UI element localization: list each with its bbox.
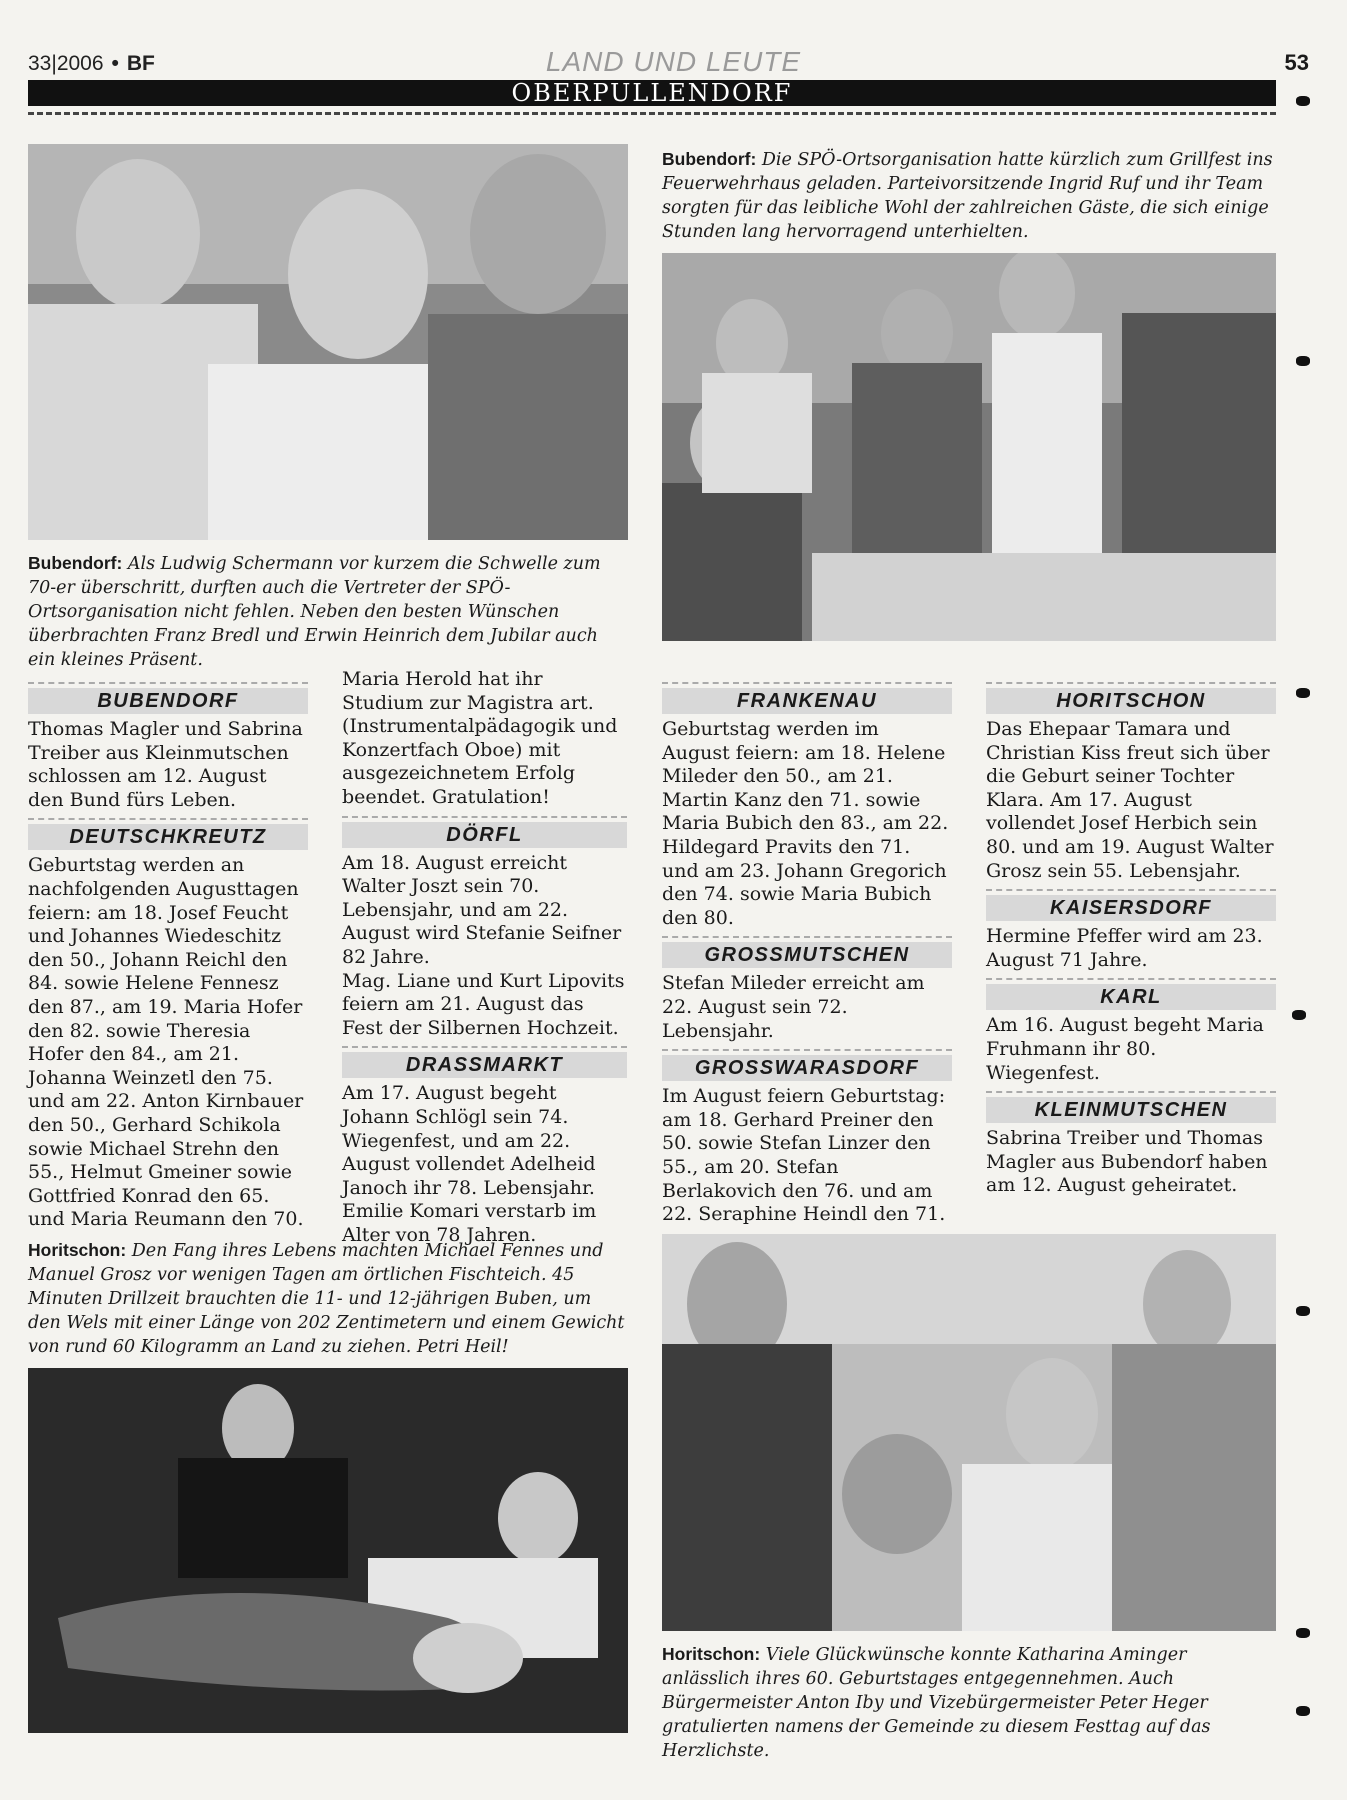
- kicker-frankenau: [662, 682, 952, 714]
- news-herold: Maria Herold hat ihr Studium zur Magistra art. (Instrumentalpädagogik und Konzertfach Oboe) mit ausgezeichnetem Erfolg beendet. Gratulation!: [342, 668, 618, 808]
- kicker-title: BUBENDORF: [28, 688, 308, 714]
- kicker-grosswarasdorf: [662, 1049, 952, 1081]
- issue-number: 33|2006: [28, 52, 104, 75]
- kicker-grossmutschen: [662, 936, 952, 968]
- caption-grillfest: [662, 147, 1276, 244]
- margin-marker: [1296, 1306, 1310, 1316]
- kicker-title: DEUTSCHKREUTZ: [28, 824, 308, 850]
- kicker-title: DÖRFL: [342, 822, 627, 848]
- kicker-title: DRASSMARKT: [342, 1052, 627, 1078]
- news-grosswarasdorf: Im August feiern Geburtstag: am 18. Gerhard Preiner den 50. sowie Stefan Linzer den 55., am 20. Stefan Berlakovich den 76. und am 22. Seraphine Heindl den 71.: [662, 1085, 946, 1226]
- column-1: [28, 676, 308, 1232]
- news-drassmarkt-2: Emilie Komari verstarb im Alter von 78 Jahren.: [342, 1200, 597, 1246]
- kicker-doerfl: [342, 816, 627, 848]
- news-kaisersdorf: Hermine Pfeffer wird am 23. August 71 Jahre.: [986, 925, 1263, 971]
- photo-schermann: [28, 144, 628, 540]
- photo-grillfest: [662, 253, 1276, 641]
- caption-text: Als Ludwig Schermann vor kurzem die Schwelle zum 70-er überschritt, durften auch die Vertreter der SPÖ-Ortsorganisation nicht fehlen. Neben den besten Wünschen überbrachten Franz Bredl und Erwin Heinrich dem Jubilar auch ein kleines Präsent.: [28, 554, 601, 670]
- margin-marker: [1292, 1010, 1306, 1020]
- kicker-kleinmutschen: [986, 1091, 1276, 1123]
- caption-text: Viele Glückwünsche konnte Katharina Aminger anlässlich ihres 60. Geburtstages entgegennehmen. Auch Bürgermeister Anton Iby und Vizebürgermeister Peter Heger gratulierten namens der Gemeinde zu diesem Festtag auf das Herzlichste.: [662, 1645, 1211, 1761]
- kicker-title: KAISERSDORF: [986, 895, 1276, 921]
- kicker-title: KARL: [986, 984, 1276, 1010]
- column-3: [662, 676, 952, 1227]
- margin-marker: [1296, 688, 1310, 698]
- kicker-karl: [986, 978, 1276, 1010]
- margin-marker: [1296, 1706, 1310, 1716]
- kicker-drassmarkt: [342, 1046, 627, 1078]
- section-title: LAND UND LEUTE: [545, 46, 802, 77]
- news-doerfl-2: Mag. Liane und Kurt Lipovits feiern am 21. August das Fest der Silbernen Hochzeit.: [342, 969, 625, 1039]
- column-2: [342, 668, 627, 1247]
- photo-wels: [28, 1368, 628, 1733]
- kicker-title: FRANKENAU: [662, 688, 952, 714]
- news-drassmarkt: Am 17. August begeht Johann Schlögl sein 74. Wiegenfest, und am 22. August vollendet Adelheid Janoch ihr 78. Lebensjahr.: [342, 1082, 596, 1199]
- news-doerfl: Am 18. August erreicht Walter Joszt sein 70. Lebensjahr, und am 22. August wird Stefanie Seifner 82 Jahre.: [342, 851, 622, 968]
- caption-wels: [28, 1238, 628, 1359]
- news-deutschkreutz: Geburtstag werden an nachfolgenden Augusttagen feiern: am 18. Josef Feucht und Johannes Wiedeschitz den 50., Johann Reichl den 84. sowie Helene Fennesz den 87., am 19. Maria Hofer den 82. sowie Theresia Hofer den 84., am 21. Johanna Weinzetl den 75. und am 22. Anton Kirnbauer den 50., Gerhard Schikola sowie Michael Strehn den 55., Helmut Gmeiner sowie Gottfried Konrad den 65. und Maria Reumann den 70.: [28, 854, 304, 1231]
- caption-schermann: [28, 551, 628, 672]
- news-grossmutschen: Stefan Mileder erreicht am 22. August sein 72. Lebensjahr.: [662, 972, 925, 1042]
- caption-aminger: [662, 1642, 1276, 1763]
- caption-place: Bubendorf:: [28, 553, 123, 573]
- caption-text: Die SPÖ-Ortsorganisation hatte kürzlich zum Grillfest ins Feuerwehrhaus geladen. Parteivorsitzende Ingrid Ruf und ihr Team sorgten für das leibliche Wohl der zahlreichen Gäste, die sich einige Stunden lang hervorragend unterhielten.: [662, 150, 1273, 242]
- margin-marker: [1296, 1628, 1310, 1638]
- kicker-title: GROSSWARASDORF: [662, 1055, 952, 1081]
- column-4: [986, 676, 1276, 1198]
- margin-marker: [1296, 356, 1310, 366]
- caption-place: Horitschon:: [662, 1644, 761, 1664]
- header-divider: [28, 112, 1276, 115]
- caption-text: Den Fang ihres Lebens machten Michael Fennes und Manuel Grosz vor wenigen Tagen am örtlichen Fischteich. 45 Minuten Drillzeit brauchten die 11- und 12-jährigen Buben, um den Wels mit einer Länge von 202 Zentimetern und einem Gewicht von rund 60 Kilogramm an Land zu ziehen. Petri Heil!: [28, 1241, 625, 1357]
- news-kleinmutschen: Sabrina Treiber und Thomas Magler aus Bubendorf haben am 12. August geheiratet.: [986, 1127, 1268, 1197]
- kicker-kaisersdorf: [986, 889, 1276, 921]
- kicker-horitschon: [986, 682, 1276, 714]
- photo-aminger: [662, 1234, 1276, 1631]
- news-bubendorf: Thomas Magler und Sabrina Treiber aus Kleinmutschen schlossen am 12. August den Bund fürs Leben.: [28, 718, 303, 811]
- page-number: 53: [1284, 50, 1309, 75]
- kicker-deutschkreutz: [28, 818, 308, 850]
- news-frankenau: Geburtstag werden im August feiern: am 18. Helene Mileder den 50., am 21. Martin Kanz den 71. sowie Maria Bubich den 83., am 22. Hildegard Pravits den 71. und am 23. Johann Gregorich den 74. sowie Maria Bubich den 80.: [662, 718, 949, 929]
- kicker-bubendorf: [28, 682, 308, 714]
- kicker-title: HORITSCHON: [986, 688, 1276, 714]
- kicker-title: KLEINMUTSCHEN: [986, 1097, 1276, 1123]
- news-horitschon: Das Ehepaar Tamara und Christian Kiss freut sich über die Geburt seiner Tochter Klara. Am 17. August vollendet Josef Herbich sein 80. und am 19. August Walter Grosz sein 55. Lebensjahr.: [986, 718, 1274, 882]
- margin-marker: [1296, 96, 1310, 106]
- issue-bullet: •: [111, 52, 119, 75]
- publication-name: BF: [126, 52, 155, 75]
- kicker-title: GROSSMUTSCHEN: [662, 942, 952, 968]
- news-karl: Am 16. August begeht Maria Fruhmann ihr 80. Wiegenfest.: [986, 1014, 1264, 1084]
- caption-place: Bubendorf:: [662, 149, 757, 169]
- region-title: OBERPULLENDORF: [511, 79, 793, 107]
- caption-place: Horitschon:: [28, 1240, 127, 1260]
